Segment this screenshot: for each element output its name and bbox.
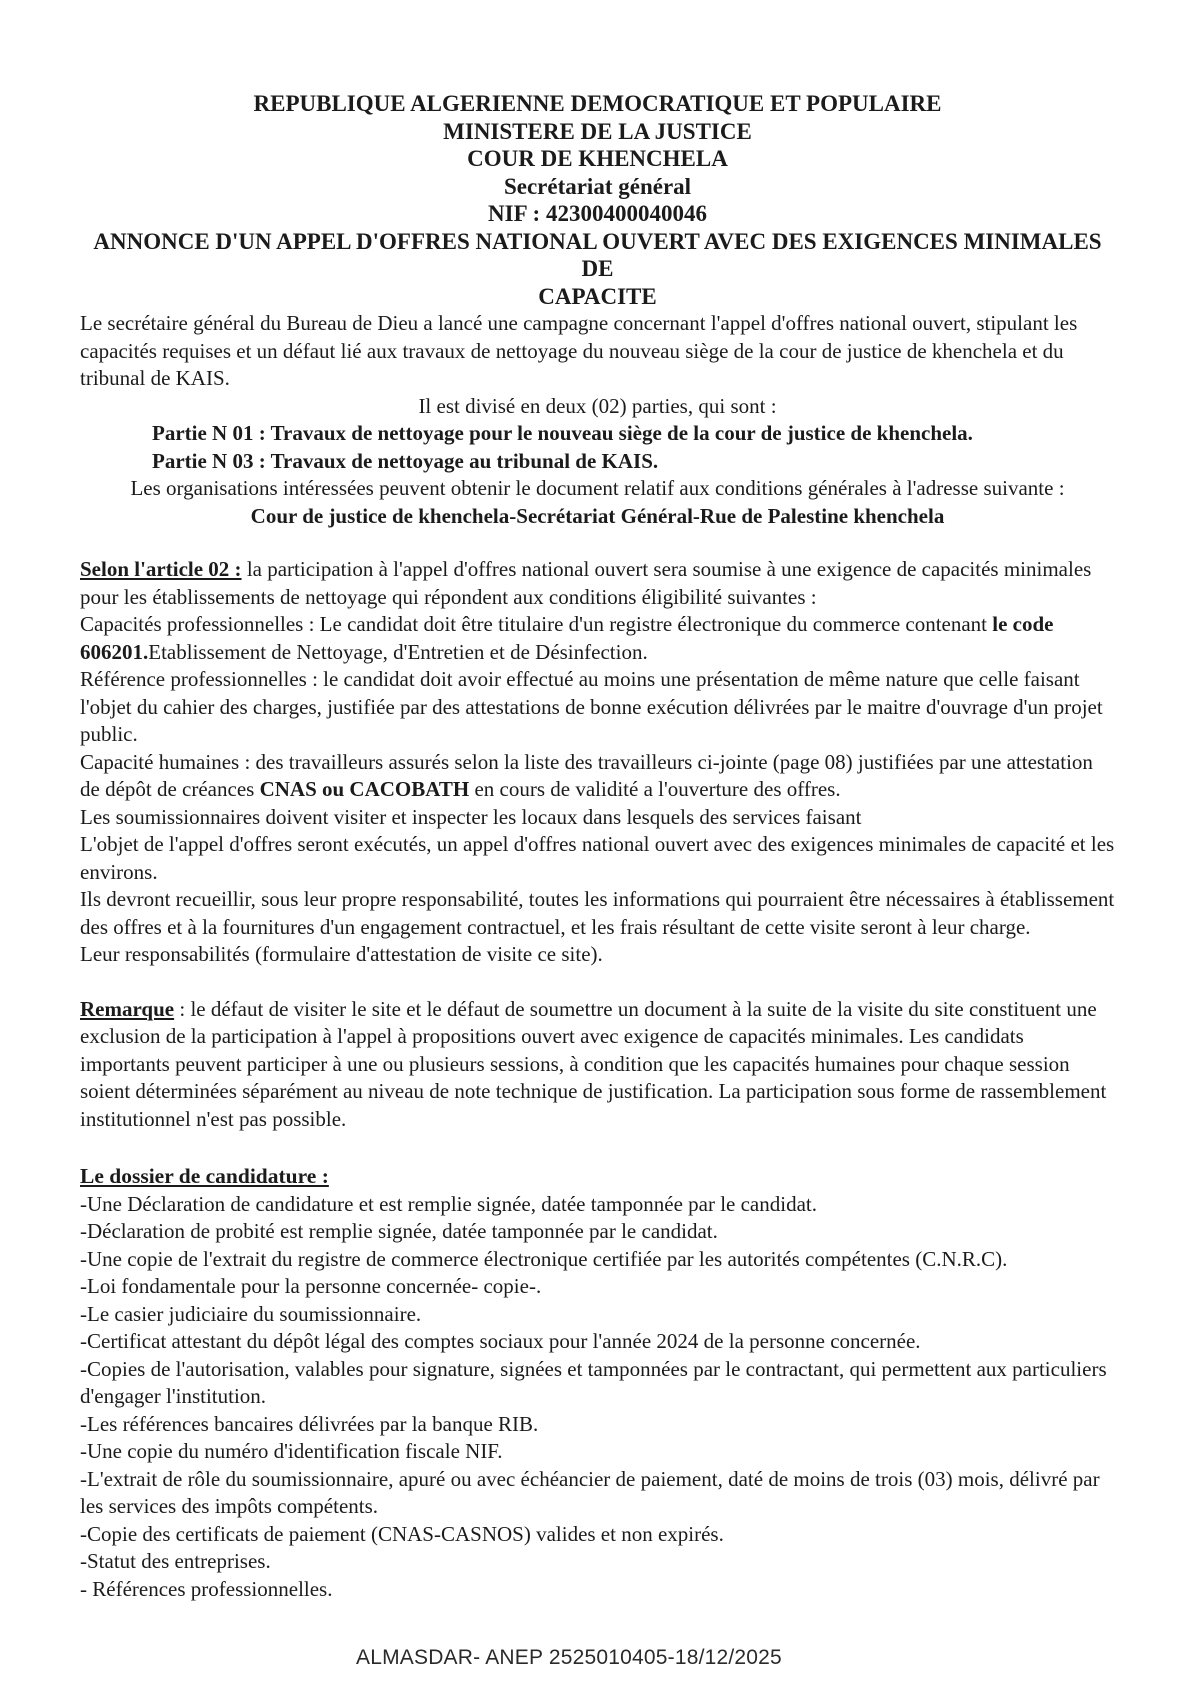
- court-line: COUR DE KHENCHELA: [467, 146, 728, 171]
- responsabilites-line: Leur responsabilités (formulaire d'attestation de visite ce site).: [80, 942, 603, 966]
- intro-paragraph: Le secrétaire général du Bureau de Dieu a lancé une campagne concernant l'appel d'offres national ouvert, stipulant les capacités requises et un défaut lié aux travaux de nettoyage du nouveau siège de la cour de justice de khenchela et du tribunal de KAIS.: [80, 311, 1078, 390]
- document-header: [80, 90, 1115, 310]
- cnas-cacobath-bold: CNAS ou CACOBATH: [259, 777, 470, 801]
- dossier-item-references-bancaires: -Les références bancaires délivrées par la banque RIB.: [80, 1411, 539, 1436]
- obtain-document-line: Les organisations intéressées peuvent obtenir le document relatif aux conditions générales à l'adresse suivante :: [130, 476, 1065, 500]
- dossier-item-loi-fondamentale: -Loi fondamentale pour la personne concernée- copie-.: [80, 1274, 542, 1298]
- dossier-item-extrait-de-role: -L'extrait de rôle du soumissionnaire, apuré ou avec échéancier de paiement, daté de moins de trois (03) mois, délivré par les services des impôts compétents.: [80, 1466, 1100, 1518]
- part-1-line: Partie N 01 : Travaux de nettoyage pour le nouveau siège de la cour de justice de khenchela.: [152, 421, 973, 445]
- dossier-item-certificat-depot: -Certificat attestant du dépôt légal des comptes sociaux pour l'année 2024 de la personne concernée.: [80, 1329, 921, 1353]
- part-2-line: Partie N 03 : Travaux de nettoyage au tribunal de KAIS.: [152, 448, 659, 473]
- announcement-title-line2: CAPACITE: [538, 283, 657, 309]
- publication-footer-line: ALMASDAR- ANEP 2525010405-18/12/2025: [356, 1646, 782, 1669]
- dossier-title-text: Le dossier de candidature :: [80, 1164, 329, 1188]
- dossier-title: [80, 1163, 1115, 1191]
- article02-text: la participation à l'appel d'offres national ouvert sera soumise à une exigence de capacités minimales pour les établissements de nettoyage qui répondent aux conditions éligibilité suivantes :: [80, 557, 1092, 609]
- dossier-item-nif-copie: -Une copie du numéro d'identification fiscale NIF.: [80, 1439, 503, 1463]
- remarque-text: : le défaut de visiter le site et le défaut de soumettre un document à la suite de la visite du site constituent une exclusion de la participation à l'appel à propositions ouvert avec exigence de capacités minimales. Les candidats importants peuvent participer à une ou plusieurs sessions, à condition que les capacités humaines pour chaque session soient déterminées séparément au niveau de note technique de justification. La participation sous forme de rassemblement institutionnel n'est pas possible.: [80, 996, 1107, 1131]
- remarque-label: Remarque: [80, 996, 175, 1021]
- dossier-item-declaration-probite: -Déclaration de probité est remplie signée, datée tamponnée par le candidat.: [80, 1219, 718, 1243]
- soumissionnaires-line: Les soumissionnaires doivent visiter et inspecter les locaux dans lesquels des services faisant: [80, 804, 862, 829]
- capacite-humaines-text: Capacité humaines : des travailleurs assurés selon la liste des travailleurs ci-jointe (page 08) justifiées par une attestation de dépôt de créances: [80, 749, 1093, 801]
- capacites-professionnelles-paragraph: [80, 611, 1115, 666]
- objet-appel-paragraph: L'objet de l'appel d'offres seront exécutés, un appel d'offres national ouvert avec des exigences minimales de capacité et les environs.: [80, 832, 1115, 884]
- code-606201-bold: le code 606201.: [80, 612, 1054, 664]
- reference-professionnelles-paragraph: Référence professionnelles : le candidat doit avoir effectué au moins une présentation de même nature que celle faisant l'objet du cahier des charges, justifiée par des attestations de bonne exécution délivrées par le maitre d'ouvrage d'un projet public.: [80, 667, 1103, 746]
- dossier-item-statut-entreprises: -Statut des entreprises.: [80, 1549, 271, 1573]
- dossier-item-registre-commerce: -Une copie de l'extrait du registre de commerce électronique certifiée par les autorités compétentes (C.N.R.C).: [80, 1246, 1008, 1271]
- informations-paragraph: Ils devront recueillir, sous leur propre responsabilité, toutes les informations qui pourraient être nécessaires à établissement des offres et à la fournitures d'un engagement contractuel, et les frais résultant de cette visite seront à leur charge.: [80, 887, 1115, 939]
- remarque-paragraph: [80, 996, 1115, 1134]
- article02-paragraph: [80, 556, 1115, 611]
- dossier-item-references-professionnelles: - Références professionnelles.: [80, 1576, 333, 1601]
- announcement-title-line1: ANNONCE D'UN APPEL D'OFFRES NATIONAL OUVERT AVEC DES EXIGENCES MINIMALES DE: [93, 228, 1102, 281]
- ministry-line: MINISTERE DE LA JUSTICE: [443, 118, 752, 144]
- capacites-professionnelles-text: Capacités professionnelles : Le candidat doit être titulaire d'un registre électronique du commerce contenant: [80, 612, 993, 636]
- dossier-item-declaration-candidature: -Une Déclaration de candidature et est remplie signée, datée tamponnée par le candidat.: [80, 1191, 817, 1216]
- dossier-item-casier-judiciaire: -Le casier judiciaire du soumissionnaire.: [80, 1301, 422, 1326]
- article02-label: Selon l'article 02 :: [80, 557, 242, 581]
- capacite-humaines-paragraph: [80, 749, 1115, 804]
- validite-text: en cours de validité a l'ouverture des offres.: [469, 777, 841, 801]
- address-line: Cour de justice de khenchela-Secrétariat Général-Rue de Palestine khenchela: [250, 503, 945, 528]
- dossier-item-copies-autorisation: -Copies de l'autorisation, valables pour signature, signées et tamponnées par le contractant, qui permettent aux particuliers d'engager l'institution.: [80, 1356, 1107, 1408]
- republic-line: REPUBLIQUE ALGERIENNE DEMOCRATIQUE ET POPULAIRE: [253, 91, 942, 116]
- secretariat-line: Secrétariat général: [503, 173, 692, 199]
- dossier-item-certificats-paiement: -Copie des certificats de paiement (CNAS-CASNOS) valides et non expirés.: [80, 1521, 724, 1546]
- nif-line: NIF : 42300400040046: [488, 201, 707, 226]
- division-line: Il est divisé en deux (02) parties, qui sont :: [418, 393, 777, 418]
- etablissement-text: Etablissement de Nettoyage, d'Entretien et de Désinfection.: [148, 639, 648, 664]
